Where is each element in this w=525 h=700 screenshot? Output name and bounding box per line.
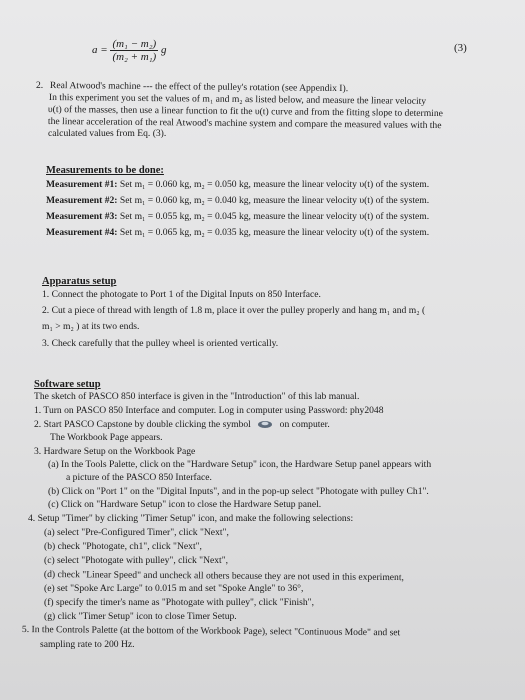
measurement-3-text: Set m₁ = 0.055 kg, m₂ = 0.045 kg, measure the linear velocity υ(t) of the system. xyxy=(119,211,430,222)
software-heading: Software setup xyxy=(34,379,101,390)
software-step-2-text: 2. Start PASCO Capstone by double clicking the symbol xyxy=(34,419,251,430)
item2-number: 2. xyxy=(36,80,44,91)
measurement-4 xyxy=(46,227,429,239)
apparatus-step-1: 1. Connect the photogate to Port 1 of the Digital Inputs on 850 Interface. xyxy=(42,289,321,300)
software-step-4b: (b) check "Photogate, ch1", click "Next", xyxy=(44,541,202,552)
software-step-5-cont: sampling rate to 200 Hz. xyxy=(40,639,135,650)
measurement-2-label: Measurement #2: xyxy=(46,195,118,206)
measurement-4-label: Measurement #4: xyxy=(46,227,118,238)
measurement-1-text: Set m₁ = 0.060 kg, m₂ = 0.050 kg, measure the linear velocity υ(t) of the system. xyxy=(119,179,430,190)
software-step-4g: (g) click "Timer Setup" icon to close Timer Setup. xyxy=(44,611,237,622)
equation-lhs: a = xyxy=(92,44,108,57)
apparatus-step-2: 2. Cut a piece of thread with length of 1.8 m, place it over the pulley properly and hang m₁ and m₂ ( xyxy=(42,305,426,316)
software-step-3b: (b) Click on "Port 1" on the "Digital Inputs", and in the pop-up select "Photogate with pulley Ch1". xyxy=(48,486,429,497)
software-step-3: 3. Hardware Setup on the Workbook Page xyxy=(34,446,196,457)
equation-numerator: (m₁ − m₂) xyxy=(112,38,157,50)
software-step-5: 5. In the Controls Palette (at the bottom of the Workbook Page), select "Continuous Mode" and set xyxy=(21,624,401,639)
software-step-3c: (c) Click on "Hardware Setup" icon to close the Hardware Setup panel. xyxy=(48,499,322,510)
software-intro: The sketch of PASCO 850 interface is given in the "Introduction" of this lab manual. xyxy=(34,391,360,402)
software-step-4d: (d) check "Linear Speed" and uncheck all others because they are not used in this experiment, xyxy=(43,569,404,584)
apparatus-heading: Apparatus setup xyxy=(42,276,117,287)
equation-fraction xyxy=(110,38,158,63)
software-step-4e: (e) set "Spoke Arc Large" to 0.015 m and set "Spoke Angle" to 36°, xyxy=(44,583,304,594)
software-step-3a: (a) In the Tools Palette, click on the "Hardware Setup" icon, the Hardware Setup panel appears with xyxy=(48,459,432,470)
item2-line-2: In this experiment you set the values of m₁ and m₂ as listed below, and measure the linear velocity xyxy=(48,92,427,107)
item2-line-3: υ(t) of the masses, then use a linear function to fit the υ(t) curve and from the fitting slope to determine xyxy=(47,104,443,120)
equation-denominator: (m₂ + m₁) xyxy=(112,51,157,63)
software-step-4: 4. Setup "Timer" by clicking "Timer Setup" icon, and make the following selections: xyxy=(28,513,354,524)
software-step-4f: (f) specify the timer's name as "Photogate with pulley", click "Finish", xyxy=(44,597,314,608)
apparatus-step-3: 3. Check carefully that the pulley wheel is oriented vertically. xyxy=(42,338,279,349)
apparatus-step-2-cont: m₁ > m₂ ) at its two ends. xyxy=(42,321,140,332)
item2-line-1: Real Atwood's machine --- the effect of the pulley's rotation (see Appendix I). xyxy=(49,80,349,95)
item2-line-4: the linear acceleration of the real Atwood's machine system and compare the measured values with the xyxy=(47,116,442,132)
measurement-4-text: Set m₁ = 0.065 kg, m₂ = 0.035 kg, measure the linear velocity υ(t) of the system. xyxy=(119,227,430,238)
measurement-3 xyxy=(46,211,429,223)
measurement-1 xyxy=(46,179,429,191)
software-step-4a: (a) select "Pre-Configured Timer", click "Next", xyxy=(44,527,229,538)
software-step-4c: (c) select "Photogate with pulley", click "Next", xyxy=(44,555,229,566)
equation-number: (3) xyxy=(454,42,467,54)
software-step-1: 1. Turn on PASCO 850 Interface and computer. Log in computer using Password: phy2048 xyxy=(34,405,384,416)
software-step-2 xyxy=(34,419,330,431)
equation-3 xyxy=(92,38,166,63)
measurements-heading: Measurements to be done: xyxy=(46,165,164,176)
software-step-2-suffix: on computer. xyxy=(279,419,330,430)
equation-factor: g xyxy=(160,44,167,57)
measurement-2 xyxy=(46,195,429,207)
measurement-3-label: Measurement #3: xyxy=(46,211,118,222)
item2-line-5: calculated values from Eq. (3). xyxy=(48,128,167,139)
capstone-icon xyxy=(257,420,273,429)
software-workbook-appears: The Workbook Page appears. xyxy=(50,432,163,443)
measurement-1-label: Measurement #1: xyxy=(46,179,118,190)
measurement-2-text: Set m₁ = 0.060 kg, m₂ = 0.040 kg, measure the linear velocity υ(t) of the system. xyxy=(119,195,430,206)
software-step-3a-cont: a picture of the PASCO 850 Interface. xyxy=(66,472,212,483)
